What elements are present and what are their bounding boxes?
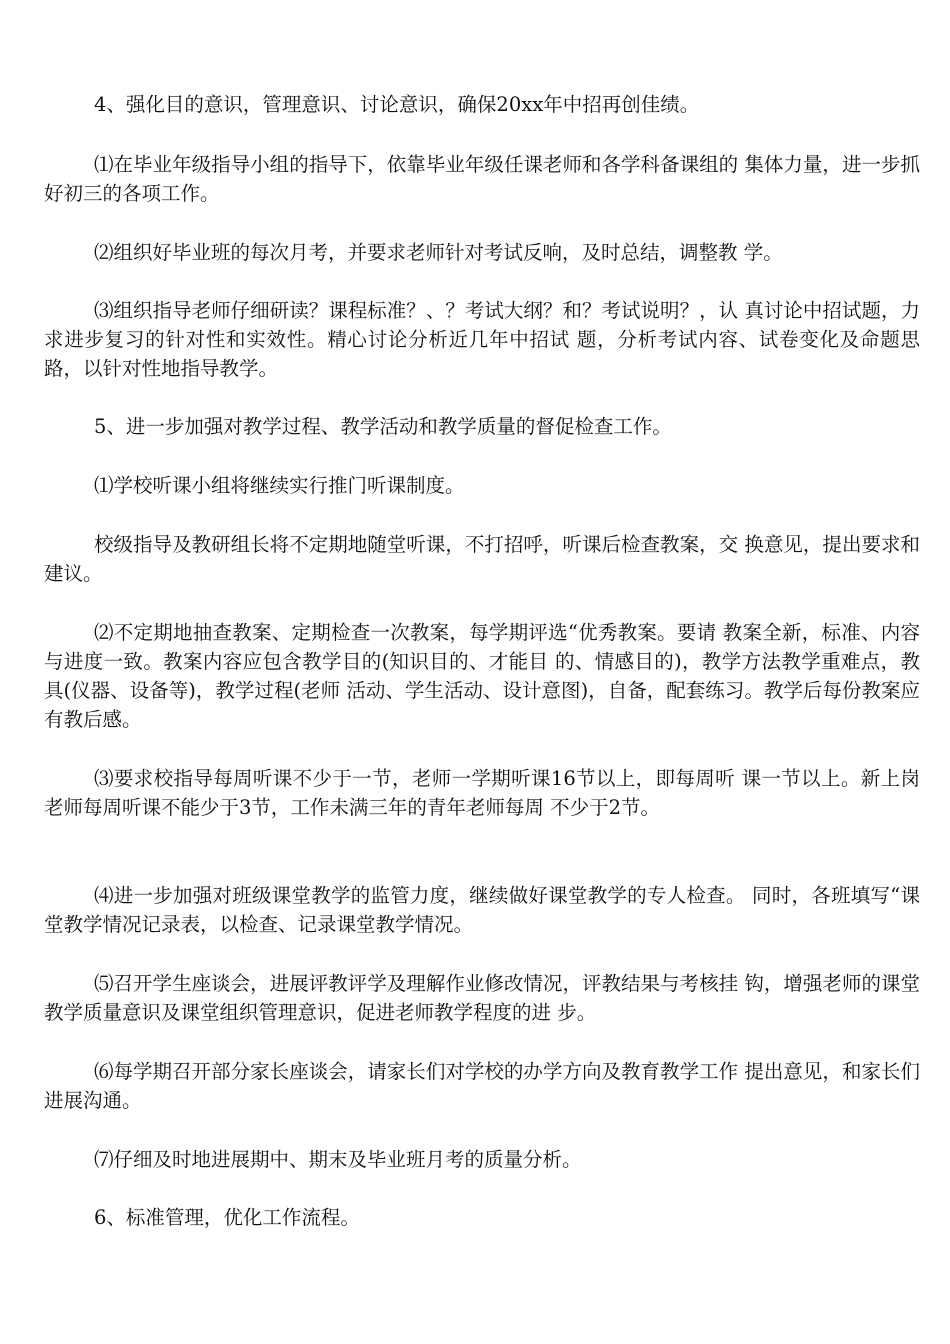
paragraph-5-4-classroom-monitoring: ⑷进一步加强对班级课堂教学的监管力度，继续做好课堂教学的专人检查。 同时，各班填写“课堂教学情况记录表，以检查、记录课堂教学情况。 — [44, 884, 920, 936]
paragraph-leadership-observation: 校级指导及教研组长将不定期地随堂听课，不打招呼，听课后检查教案，交 换意见，提出要求和建议。 — [44, 533, 920, 585]
paragraph-5-3-observation-quota: ⑶要求校指导每周听课不少于一节，老师一学期听课16节以上，即每周听 课一节以上。新上岗老师每周听课不能少于3节，工作未满三年的青年老师每周 不少于2节。 — [44, 767, 920, 819]
paragraph-5-supervision: 5、进一步加强对教学过程、教学活动和教学质量的督促检查工作。 — [94, 415, 672, 438]
paragraph-6-standard-management: 6、标准管理，优化工作流程。 — [94, 1206, 360, 1229]
paragraph-4-3-curriculum-study: ⑶组织指导老师仔细研读？课程标准？、？考试大纲？和？考试说明？，认 真讨论中招试题，力求进步复习的针对性和实效性。精心讨论分析近几年中招试 题，分析考试内容、试卷变化及命题思路，以针对性地指导教学。 — [44, 299, 920, 380]
paragraph-5-6-parent-meetings: ⑹每学期召开部分家长座谈会，请家长们对学校的办学方向及教育教学工作 提出意见，和家长们进展沟通。 — [44, 1060, 920, 1112]
paragraph-5-1-class-observation: ⑴学校听课小组将继续实行推门听课制度。 — [94, 474, 465, 497]
paragraph-4-purpose-awareness: 4、强化目的意识，管理意识、讨论意识，确保20xx年中招再创佳绩。 — [94, 93, 700, 116]
paragraph-5-5-student-meetings: ⑸召开学生座谈会，进展评教评学及理解作业修改情况，评教结果与考核挂 钩，增强老师的课堂教学质量意识及课堂组织管理意识，促进老师教学程度的进 步。 — [44, 972, 920, 1024]
paragraph-5-7-quality-analysis: ⑺仔细及时地进展期中、期末及毕业班月考的质量分析。 — [94, 1148, 582, 1171]
paragraph-4-1-graduating-grade: ⑴在毕业年级指导小组的指导下，依靠毕业年级任课老师和各学科备课组的 集体力量，进一步抓好初三的各项工作。 — [44, 153, 920, 205]
paragraph-4-2-monthly-exams: ⑵组织好毕业班的每次月考，并要求老师针对考试反响，及时总结，调整教 学。 — [94, 241, 783, 264]
paragraph-5-2-lesson-plans: ⑵不定期地抽查教案、定期检查一次教案，每学期评选“优秀教案。要请 教案全新，标准、内容与进度一致。教案内容应包含教学目的(知识目的、才能目 的、情感目的)，教学方法教学重难点，教具(仪器、设备等)，教学过程(老师 活动、学生活动、设计意图)，自备，配套练习。教学后每份教案应有教后感。 — [44, 621, 920, 731]
